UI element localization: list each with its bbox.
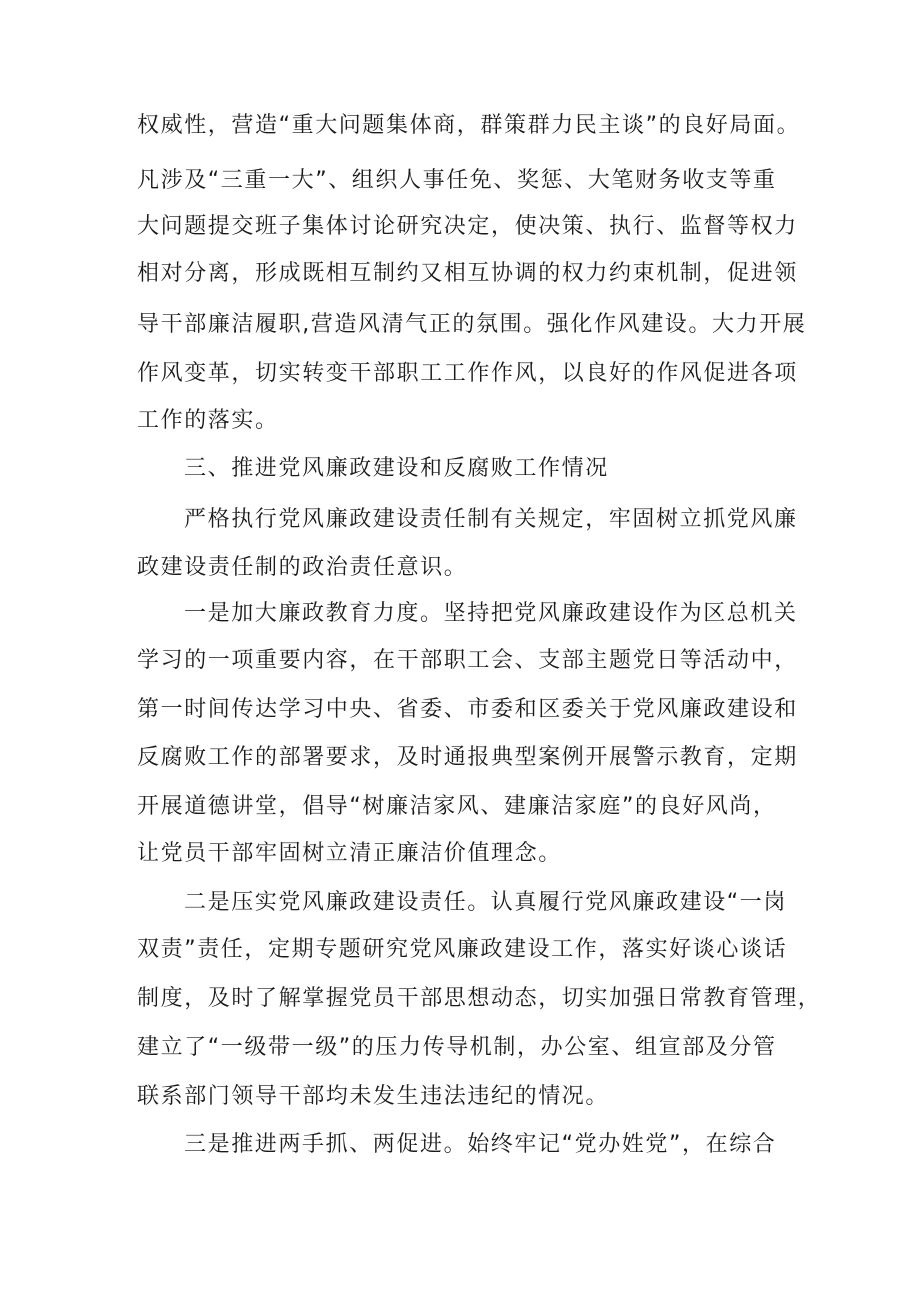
section-heading: 三、推进党风廉政建设和反腐败工作情况 [184,456,609,481]
paragraph-line: 政建设责任制的政治责任意识。 [137,555,468,580]
paragraph-line: 三是推进两手抓、两促进。始终牢记“党办姓党”，在综合 [184,1132,777,1157]
paragraph-line: 导干部廉洁履职,营造风清气正的氛围。强化作风建设。大力开展 [137,312,807,337]
paragraph-line: 制度，及时了解掌握党员干部思想动态，切实加强日常教育管理， [137,986,822,1011]
paragraph-line: 一是加大廉政教育力度。坚持把党风廉政建设作为区总机关 [184,601,798,626]
paragraph-line: 联系部门领导干部均未发生违法违纪的情况。 [137,1084,610,1109]
paragraph-line: 凡涉及“三重一大”、组织人事任免、奖惩、大笔财务收支等重 [137,168,777,193]
paragraph-line: 相对分离，形成既相互制约又相互协调的权力约束机制，促进领 [137,261,798,286]
paragraph-line: 作风变革，切实转变干部职工工作作风，以良好的作风促进各项 [137,361,798,386]
paragraph-line: 严格执行党风廉政建设责任制有关规定，牢固树立抓党风廉 [184,507,798,532]
paragraph-line: 第一时间传达学习中央、省委、市委和区委关于党风廉政建设和 [137,697,798,722]
paragraph-line: 工作的落实。 [137,408,279,433]
paragraph-line: 让党员干部牢固树立清正廉洁价值理念。 [137,841,562,866]
paragraph-line: 开展道德讲堂，倡导“树廉洁家风、建廉洁家庭”的良好风尚， [137,794,777,819]
paragraph-line: 双责”责任，定期专题研究党风廉政建设工作，落实好谈心谈话 [137,937,788,962]
paragraph-line: 反腐败工作的部署要求，及时通报典型案例开展警示教育，定期 [137,745,798,770]
paragraph-line: 权威性，营造“重大问题集体商，群策群力民主谈”的良好局面。 [137,113,801,138]
paragraph-line: 大问题提交班子集体讨论研究决定，使决策、执行、监督等权力 [137,214,798,239]
paragraph-line: 建立了“一级带一级”的压力传导机制，办公室、组宣部及分管 [137,1035,777,1060]
paragraph-line: 学习的一项重要内容，在干部职工会、支部主题党日等活动中， [137,648,798,673]
paragraph-line: 二是压实党风廉政建设责任。认真履行党风廉政建设“一岗 [184,890,787,915]
